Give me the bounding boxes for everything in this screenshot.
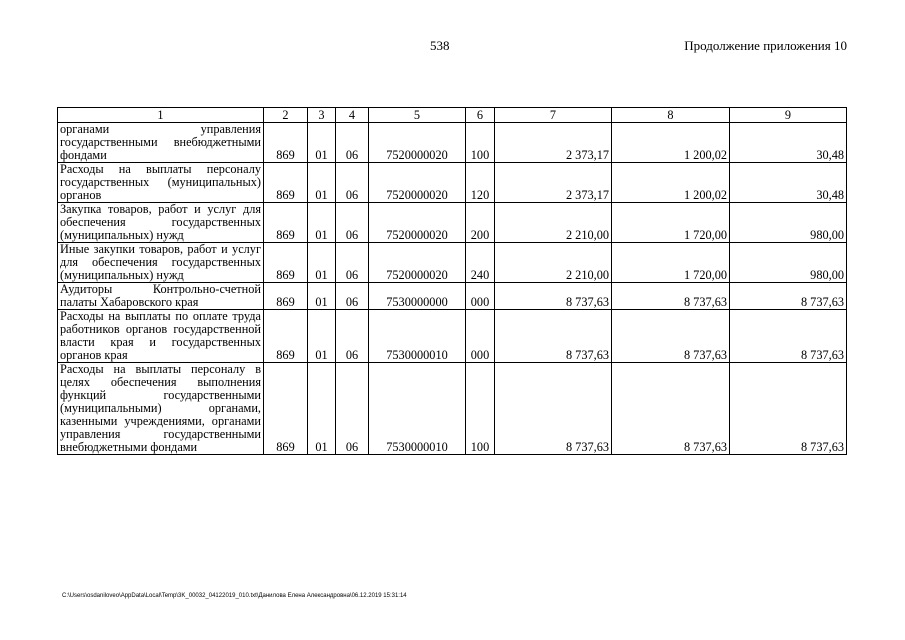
column-header: 8 [612,108,730,123]
column-header: 9 [730,108,847,123]
column-header: 7 [495,108,612,123]
page-number: 538 [430,38,450,53]
table-row [58,363,847,455]
expense-name-cell: Иные закупки товаров, работ и услуг для обеспечения государственных (муниципальных) нужд [58,243,264,283]
column-header: 6 [466,108,495,123]
target-article-cell: 7520000020 [369,163,466,203]
expense-type-cell: 240 [466,243,495,283]
section-code-cell: 01 [308,243,336,283]
amount-cell: 8 737,63 [495,363,612,455]
amount-cell: 8 737,63 [730,283,847,310]
expense-type-cell: 120 [466,163,495,203]
amount-cell: 8 737,63 [495,310,612,363]
subsection-code-cell: 06 [336,203,369,243]
amount-cell: 2 210,00 [495,203,612,243]
subsection-code-cell: 06 [336,283,369,310]
amount-cell: 8 737,63 [495,283,612,310]
table-row [58,310,847,363]
section-code-cell: 01 [308,203,336,243]
target-article-cell: 7520000020 [369,203,466,243]
expense-name-cell: органами управления государственными внебюджетными фондами [58,123,264,163]
section-code-cell: 01 [308,163,336,203]
file-path-footer: C:\Users\osdaniloveo\AppData\Local\Temp\3K_00032_04122019_010.txt\Данилова Елена Александровна\06.12.2019 15:31:14 [62,593,407,599]
subsection-code-cell: 06 [336,163,369,203]
ministry-code-cell: 869 [264,363,308,455]
amount-cell: 1 200,02 [612,123,730,163]
ministry-code-cell: 869 [264,203,308,243]
expense-name-cell: Расходы на выплаты персоналу государственных (муниципальных) органов [58,163,264,203]
column-header: 3 [308,108,336,123]
amount-cell: 30,48 [730,163,847,203]
amount-cell: 980,00 [730,243,847,283]
amount-cell: 1 200,02 [612,163,730,203]
amount-cell: 8 737,63 [612,283,730,310]
appendix-continuation-title: Продолжение приложения 10 [684,38,847,53]
expense-type-cell: 000 [466,283,495,310]
table-row [58,163,847,203]
amount-cell: 8 737,63 [730,310,847,363]
expense-type-cell: 000 [466,310,495,363]
column-header: 4 [336,108,369,123]
section-code-cell: 01 [308,310,336,363]
target-article-cell: 7530000010 [369,310,466,363]
target-article-cell: 7530000000 [369,283,466,310]
subsection-code-cell: 06 [336,310,369,363]
expense-name-cell: Закупка товаров, работ и услуг для обеспечения государственных (муниципальных) нужд [58,203,264,243]
amount-cell: 8 737,63 [612,310,730,363]
subsection-code-cell: 06 [336,123,369,163]
expense-name-cell: Расходы на выплаты персоналу в целях обеспечения выполнения функций государственными (муниципальными) органами, казенными учреждениями, органами управления государственными внебюджетными фондами [58,363,264,455]
amount-cell: 2 373,17 [495,163,612,203]
ministry-code-cell: 869 [264,243,308,283]
expense-type-cell: 200 [466,203,495,243]
amount-cell: 8 737,63 [730,363,847,455]
section-code-cell: 01 [308,123,336,163]
ministry-code-cell: 869 [264,163,308,203]
amount-cell: 8 737,63 [612,363,730,455]
target-article-cell: 7530000010 [369,363,466,455]
column-header: 1 [58,108,264,123]
amount-cell: 1 720,00 [612,243,730,283]
table-row [58,283,847,310]
subsection-code-cell: 06 [336,243,369,283]
subsection-code-cell: 06 [336,363,369,455]
target-article-cell: 7520000020 [369,123,466,163]
budget-table [57,107,847,455]
table-header-row [58,108,847,123]
ministry-code-cell: 869 [264,283,308,310]
expense-name-cell: Расходы на выплаты по оплате труда работников органов государственной власти края и государственных органов края [58,310,264,363]
amount-cell: 1 720,00 [612,203,730,243]
expense-name-cell: Аудиторы Контрольно-счетной палаты Хабаровского края [58,283,264,310]
table-row [58,203,847,243]
table-row [58,123,847,163]
ministry-code-cell: 869 [264,310,308,363]
expense-type-cell: 100 [466,123,495,163]
column-header: 5 [369,108,466,123]
expense-type-cell: 100 [466,363,495,455]
section-code-cell: 01 [308,363,336,455]
target-article-cell: 7520000020 [369,243,466,283]
amount-cell: 980,00 [730,203,847,243]
table-row [58,243,847,283]
ministry-code-cell: 869 [264,123,308,163]
amount-cell: 30,48 [730,123,847,163]
section-code-cell: 01 [308,283,336,310]
amount-cell: 2 210,00 [495,243,612,283]
column-header: 2 [264,108,308,123]
amount-cell: 2 373,17 [495,123,612,163]
